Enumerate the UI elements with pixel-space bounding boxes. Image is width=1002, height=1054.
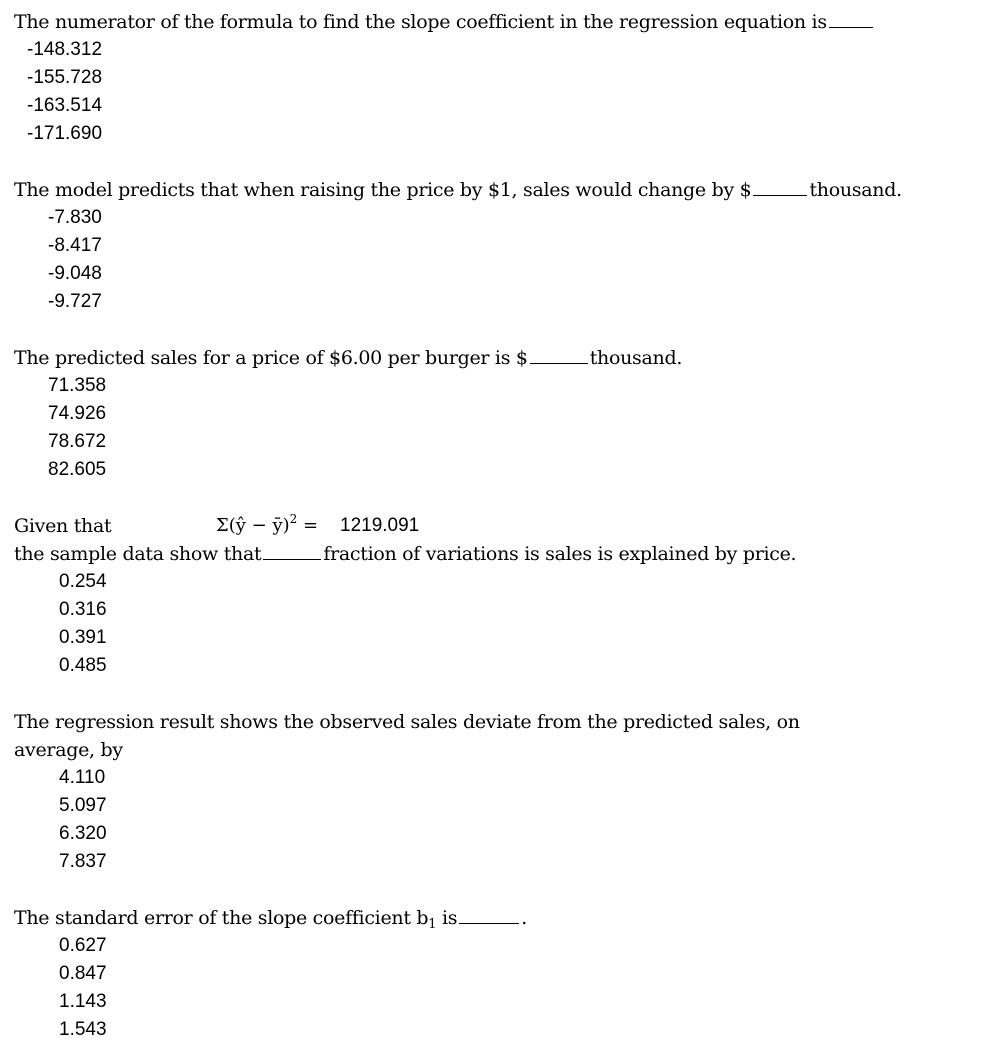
q2-suffix: thousand. <box>809 179 902 201</box>
q6-option-3: 1.143 <box>59 991 107 1012</box>
q6-blank <box>459 922 519 924</box>
q3-option-2: 74.926 <box>48 403 107 424</box>
q3-text: The predicted sales for a price of $6.00 per burger is $ <box>14 347 528 369</box>
q6-text: The standard error of the slope coefficient b <box>14 907 429 929</box>
q4-given: Given that <box>14 515 112 537</box>
q4-suffix: fraction of variations is sales is explained by price. <box>323 543 797 565</box>
q6-suffix: . <box>521 907 527 929</box>
q4-sum-expression <box>216 514 318 539</box>
q2-prompt <box>14 178 902 202</box>
q4-text: the sample data show that <box>14 543 262 565</box>
q6-text-after: is <box>436 907 458 929</box>
q4-expr-exponent: 2 <box>289 512 298 526</box>
q1-option-1: -148.312 <box>27 39 103 60</box>
q6-prompt <box>14 906 527 933</box>
sigma-symbol: Σ <box>216 515 229 536</box>
q3-prompt <box>14 346 682 370</box>
q2-option-2: -8.417 <box>48 235 102 256</box>
q4-option-2: 0.316 <box>59 599 107 620</box>
q5-option-2: 5.097 <box>59 795 107 816</box>
q2-option-1: -7.830 <box>48 207 102 228</box>
q1-prompt <box>14 10 875 34</box>
q5-prompt-line-2: average, by <box>14 739 123 761</box>
q6-option-2: 0.847 <box>59 963 107 984</box>
q4-prompt <box>14 542 796 566</box>
q1-option-4: -171.690 <box>27 123 103 144</box>
q1-text: The numerator of the formula to find the slope coefficient in the regression equation is <box>14 11 827 33</box>
q3-option-3: 78.672 <box>48 431 107 452</box>
q5-prompt-line-1: The regression result shows the observed sales deviate from the predicted sales, on <box>14 711 800 733</box>
q1-option-2: -155.728 <box>27 67 103 88</box>
q4-blank <box>263 558 321 560</box>
q4-expr-equals: = <box>297 515 319 536</box>
q2-blank <box>753 194 807 196</box>
q4-expr-body: (ŷ − ȳ) <box>228 515 290 536</box>
q1-blank <box>829 26 873 28</box>
q3-option-1: 71.358 <box>48 375 107 396</box>
q6-option-1: 0.627 <box>59 935 107 956</box>
q5-option-1: 4.110 <box>59 767 106 788</box>
q4-value: 1219.091 <box>340 515 420 536</box>
q2-option-3: -9.048 <box>48 263 102 284</box>
q3-blank <box>530 362 588 364</box>
q1-option-3: -163.514 <box>27 95 103 116</box>
q2-option-4: -9.727 <box>48 291 102 312</box>
q4-option-1: 0.254 <box>59 571 107 592</box>
q3-suffix: thousand. <box>589 347 683 369</box>
q3-option-4: 82.605 <box>48 459 107 480</box>
q6-subscript: 1 <box>428 917 437 932</box>
q6-option-4: 1.543 <box>59 1019 107 1040</box>
q4-option-3: 0.391 <box>59 627 107 648</box>
q5-option-4: 7.837 <box>59 851 107 872</box>
q4-option-4: 0.485 <box>59 655 107 676</box>
q2-text: The model predicts that when raising the price by $1, sales would change by $ <box>14 179 752 201</box>
q5-option-3: 6.320 <box>59 823 107 844</box>
